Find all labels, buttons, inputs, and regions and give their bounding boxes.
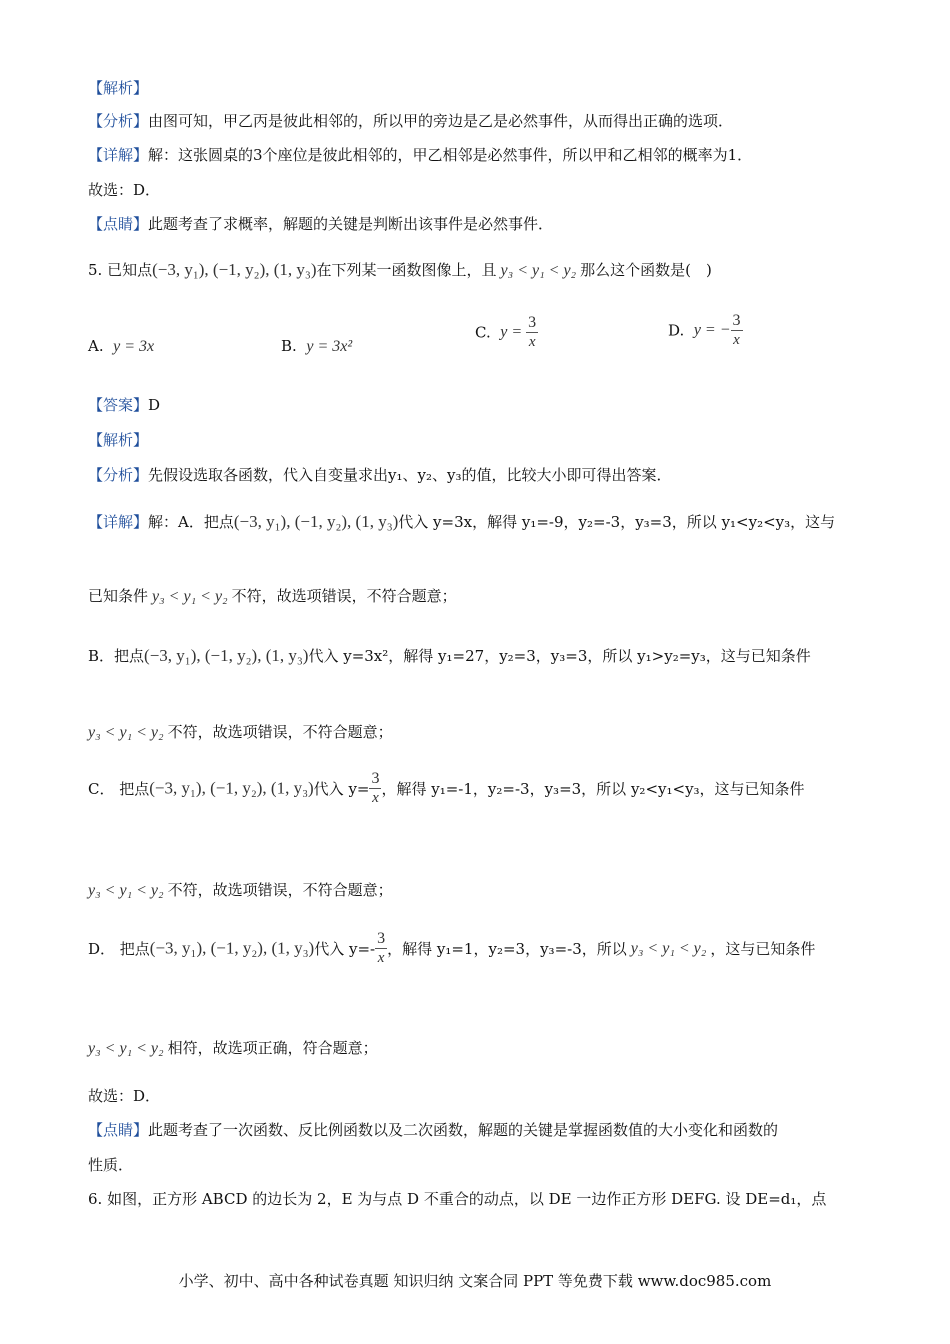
option-d-num: 3 — [732, 312, 741, 329]
detail-c-cont-post: 不符，故选项错误，不符合题意； — [167, 881, 393, 899]
guxuan-line-2: 故选：D． — [88, 1087, 161, 1105]
option-c-num: 3 — [528, 314, 537, 331]
option-a[interactable] — [88, 336, 154, 357]
detail-d-post2: ，这与已知条件 — [710, 940, 816, 958]
page-footer: 小学、初中、高中各种试卷真题 知识归纳 文案合同 PPT 等免费下载 www.doc985.com — [178, 1272, 772, 1290]
q5-stem-mid: 在下列某一函数图像上，且 — [316, 261, 497, 279]
dianjing-line-2b: 性质． — [88, 1156, 134, 1174]
q5-inequality: y₃ < y₁ < y₂ — [500, 262, 577, 279]
dianjing-line-1 — [88, 214, 553, 234]
detail-b-line — [88, 646, 811, 666]
jiexi-label-2: 【解析】 — [88, 431, 149, 449]
guxuan-line-1: 故选：D． — [88, 181, 161, 199]
jiexi-label-1: 【解析】 — [88, 79, 149, 97]
xiangjie-tag: 【详解】 — [88, 146, 149, 164]
detail-d-line — [88, 930, 815, 967]
detail-c-ineq: y₃ < y₁ < y₂ — [88, 882, 164, 899]
detail-d-post1: ，解得 y₁=1，y₂=3，y₃=-3，所以 — [387, 940, 627, 958]
fenxi-tag-2: 【分析】 — [88, 466, 149, 484]
detail-c-post: ，解得 y₁=-1，y₂=-3，y₃=3，所以 y₂<y₁<y₃，这与已知条件 — [381, 780, 805, 798]
detail-b-points: (−3, y₁), (−1, y₂), (1, y₃) — [144, 646, 309, 665]
detail-c-points: (−3, y₁), (−1, y₂), (1, y₃) — [149, 778, 314, 798]
detail-a-cont-pre: 已知条件 — [88, 587, 149, 605]
q5-points: (−3, y₁), (−1, y₂), (1, y₃) — [152, 260, 317, 279]
detail-a-cont-post: 不符，故选项错误，不符合题意； — [231, 587, 457, 605]
option-c-den: x — [528, 334, 536, 350]
option-d-den: x — [733, 332, 740, 348]
detail-b-cont — [88, 722, 393, 743]
dianjing-text: 此题考查了求概率，解题的关键是判断出该事件是必然事件． — [148, 215, 554, 233]
detail-b-post: 代入 y=3x²，解得 y₁=27，y₂=3，y₃=3，所以 y₁>y₂=y₃，这与已知条件 — [308, 647, 811, 665]
detail-d-mid: 代入 y=- — [314, 940, 376, 958]
option-d[interactable] — [668, 312, 743, 349]
xiangjie-text: 解：这张圆桌的3个座位是彼此相邻的，甲乙相邻是必然事件，所以甲和乙相邻的概率为1． — [148, 146, 753, 164]
fenxi-text-2: 先假设选取各函数，代入自变量求出y₁、y₂、y₃的值，比较大小即可得出答案． — [148, 466, 672, 484]
detail-c-den: x — [372, 790, 379, 806]
xiangjie-line-1 — [88, 145, 752, 165]
answer-value: D — [148, 396, 161, 414]
detail-a-line — [88, 512, 835, 532]
detail-a-post: 代入 y=3x，解得 y₁=-9，y₂=-3，y₃=3，所以 y₁<y₂<y₃，这与 — [398, 513, 836, 531]
detail-c-cont — [88, 880, 393, 901]
option-d-label: D. — [668, 321, 685, 340]
fenxi-tag: 【分析】 — [88, 112, 149, 130]
detail-a-cont — [88, 586, 457, 607]
option-a-formula: y = 3x — [113, 338, 155, 355]
option-b-label: B. — [281, 337, 297, 355]
detail-c-num: 3 — [371, 770, 380, 787]
detail-a-pre: 解：A．把点 — [148, 513, 234, 531]
fenxi-line-1 — [88, 111, 733, 131]
answer-tag: 【答案】 — [88, 396, 149, 414]
option-c-label: C. — [475, 323, 491, 342]
detail-c-line — [88, 770, 805, 807]
fenxi-line-2 — [88, 465, 671, 485]
q5-stem-post: 那么这个函数是( ) — [580, 261, 712, 279]
detail-c-mid: 代入 y= — [313, 780, 370, 798]
option-b[interactable] — [281, 336, 352, 357]
q6-stem: 6. 如图，正方形 ABCD 的边长为 2，E 为与点 D 不重合的动点，以 DE 一边作正方形 DEFG. 设 DE=d₁，点 — [88, 1190, 827, 1208]
answer-line — [88, 395, 160, 415]
detail-d-cont-ineq: y₃ < y₁ < y₂ — [88, 1040, 164, 1057]
detail-a-points: (−3, y₁), (−1, y₂), (1, y₃) — [233, 512, 399, 531]
option-b-formula: y = 3x² — [306, 338, 353, 355]
option-d-fraction — [731, 312, 743, 349]
option-c-fraction — [526, 314, 538, 351]
detail-d-pre: D． 把点 — [88, 940, 150, 958]
detail-d-num: 3 — [377, 930, 386, 947]
dianjing-line-2 — [88, 1120, 778, 1140]
option-a-label: A. — [88, 337, 104, 355]
detail-a-ineq: y₃ < y₁ < y₂ — [152, 588, 228, 605]
q5-stem — [88, 260, 712, 281]
option-c-formula: y = — [500, 323, 527, 341]
detail-d-points: (−3, y₁), (−1, y₂), (1, y₃) — [149, 938, 315, 958]
detail-d-cont-post: 相符，故选项正确，符合题意； — [167, 1039, 378, 1057]
detail-d-den: x — [377, 950, 385, 966]
xiangjie-tag-2: 【详解】 — [88, 513, 149, 531]
detail-d-cont — [88, 1038, 378, 1059]
detail-d-ineq: y₃ < y₁ < y₂ — [630, 939, 707, 957]
detail-c-pre: C． 把点 — [88, 780, 150, 798]
option-c[interactable] — [475, 314, 538, 351]
option-d-formula: y = − — [693, 321, 731, 339]
detail-d-fraction — [375, 930, 387, 967]
dianjing-tag: 【点睛】 — [88, 215, 149, 233]
fenxi-text: 由图可知，甲乙丙是彼此相邻的，所以甲的旁边是乙是必然事件，从而得出正确的选项． — [148, 112, 734, 130]
detail-b-cont-post: 不符，故选项错误，不符合题意； — [167, 723, 393, 741]
dianjing-text-2a: 此题考查了一次函数、反比例函数以及二次函数，解题的关键是掌握函数值的大小变化和函数的 — [148, 1121, 779, 1139]
detail-b-pre: B．把点 — [88, 647, 145, 665]
detail-c-fraction — [369, 770, 381, 807]
q5-stem-pre: 5. 已知点 — [88, 261, 153, 279]
dianjing-tag-2: 【点睛】 — [88, 1121, 149, 1139]
detail-b-ineq: y₃ < y₁ < y₂ — [88, 724, 164, 741]
